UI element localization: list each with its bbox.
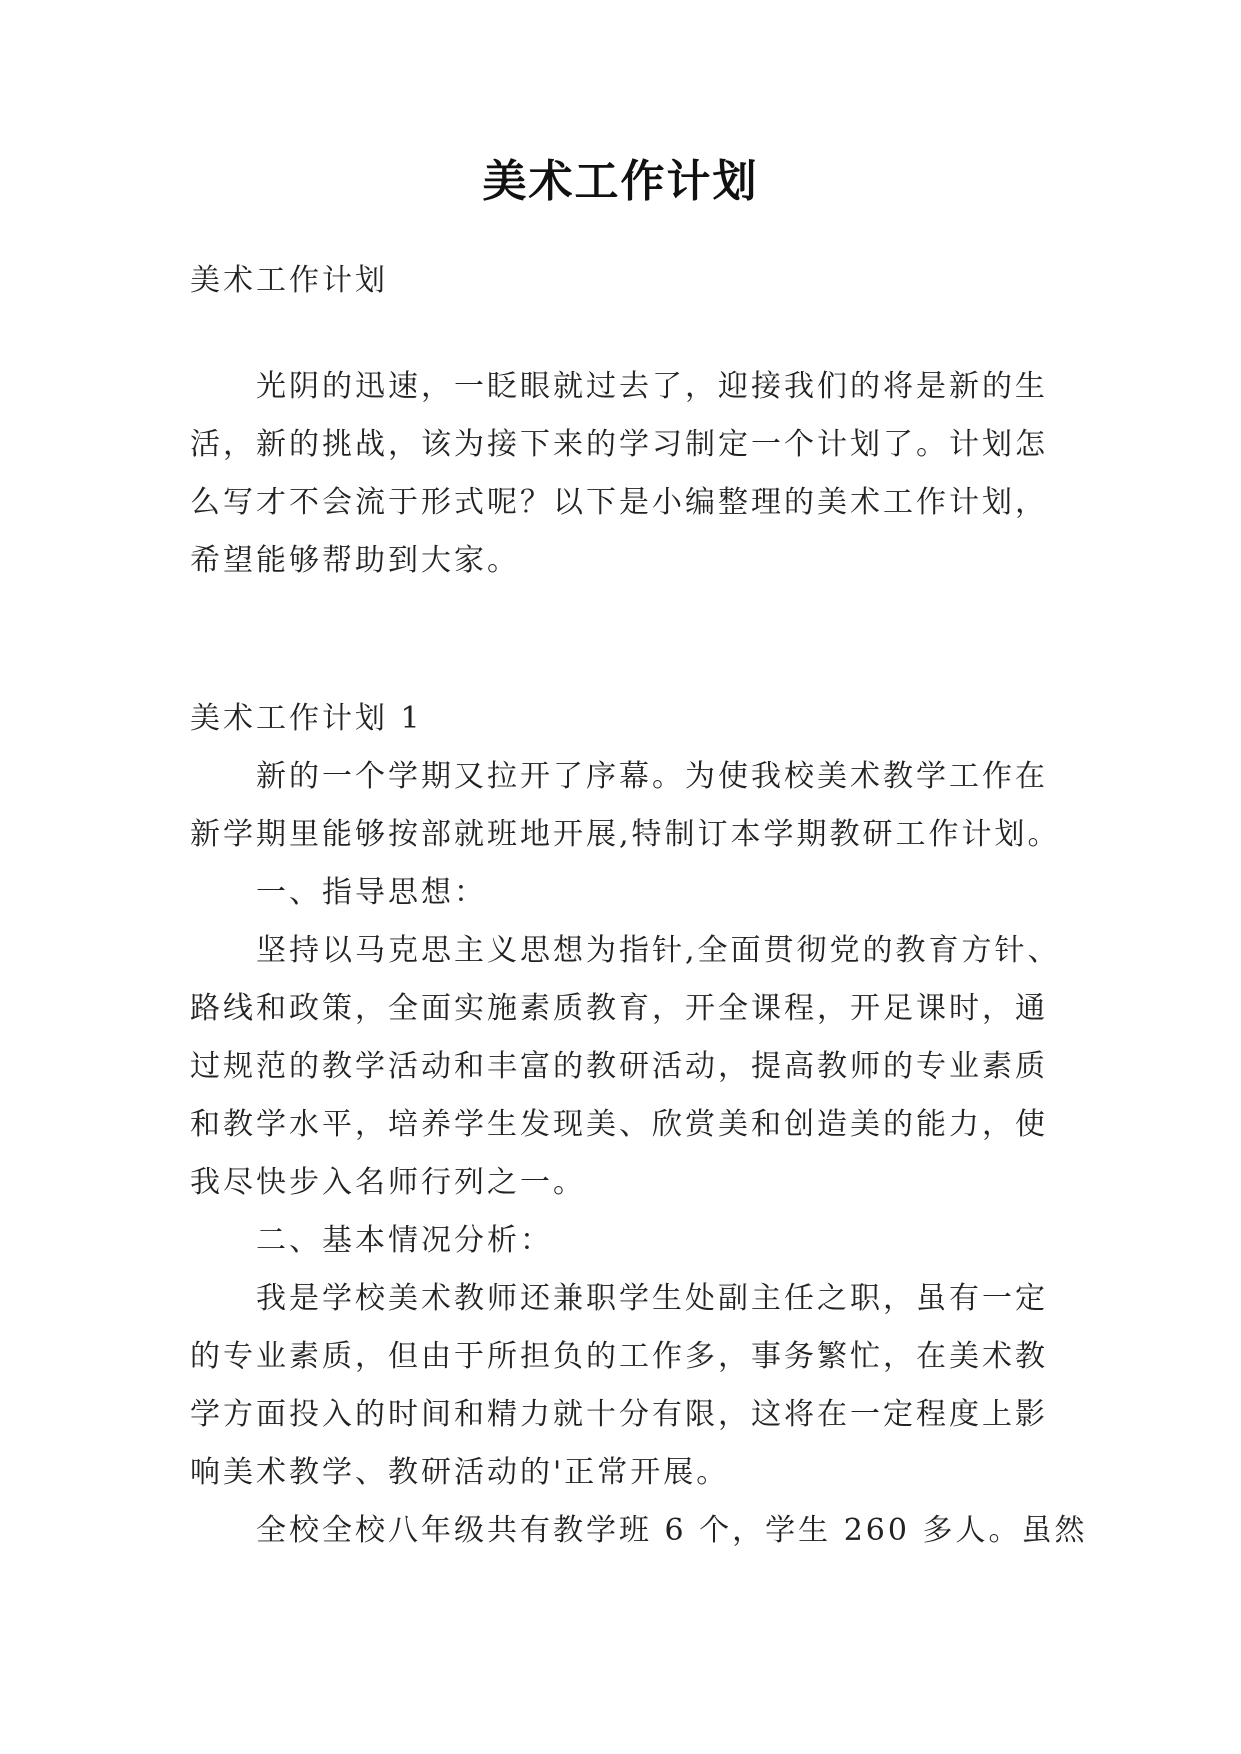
- paragraph-line: 光阴的迅速，一眨眼就过去了，迎接我们的将是新的生: [256, 369, 1048, 404]
- subheading-guiding-ideology: 一、指导思想：: [256, 875, 487, 910]
- subtitle-text: 美术工作计划: [190, 263, 388, 298]
- intro-paragraph: [190, 358, 1052, 590]
- paragraph-line: 学方面投入的时间和精力就十分有限，这将在一定程度上影: [190, 1397, 1048, 1432]
- paragraph-line: 过规范的教学活动和丰富的教研活动，提高教师的专业素质: [190, 1049, 1048, 1084]
- document-subtitle: [190, 252, 1052, 310]
- paragraph-line: 和教学水平，培养学生发现美、欣赏美和创造美的能力，使: [190, 1107, 1048, 1142]
- section-heading: 美术工作计划 1: [190, 701, 423, 736]
- paragraph-line: 新学期里能够按部就班地开展,特制订本学期教研工作计划。: [190, 817, 1061, 852]
- paragraph-line: 坚持以马克思主义思想为指针,全面贯彻党的教育方针、: [256, 933, 1061, 968]
- document-title: 美术工作计划: [482, 156, 759, 207]
- paragraph-line: 路线和政策，全面实施素质教育，开全课程，开足课时，通: [190, 991, 1048, 1026]
- paragraph-line: 的专业素质，但由于所担负的工作多，事务繁忙，在美术教: [190, 1339, 1048, 1374]
- paragraph-line: 我尽快步入名师行列之一。: [190, 1165, 586, 1200]
- paragraph-line: 希望能够帮助到大家。: [190, 543, 520, 578]
- paragraph-line: 全校全校八年级共有教学班 6 个，学生 260 多人。虽然: [256, 1513, 1088, 1548]
- paragraph-line: 活，新的挑战，该为接下来的学习制定一个计划了。计划怎: [190, 427, 1048, 462]
- subheading-situation-analysis: 二、基本情况分析：: [256, 1223, 553, 1258]
- paragraph-line: 么写才不会流于形式呢？以下是小编整理的美术工作计划，: [190, 485, 1048, 520]
- paragraph-line: 新的一个学期又拉开了序幕。为使我校美术教学工作在: [256, 759, 1048, 794]
- paragraph-line: 响美术教学、教研活动的'正常开展。: [190, 1455, 730, 1490]
- paragraph-line: 我是学校美术教师还兼职学生处副主任之职，虽有一定: [256, 1281, 1048, 1316]
- section-block: [190, 690, 1088, 1560]
